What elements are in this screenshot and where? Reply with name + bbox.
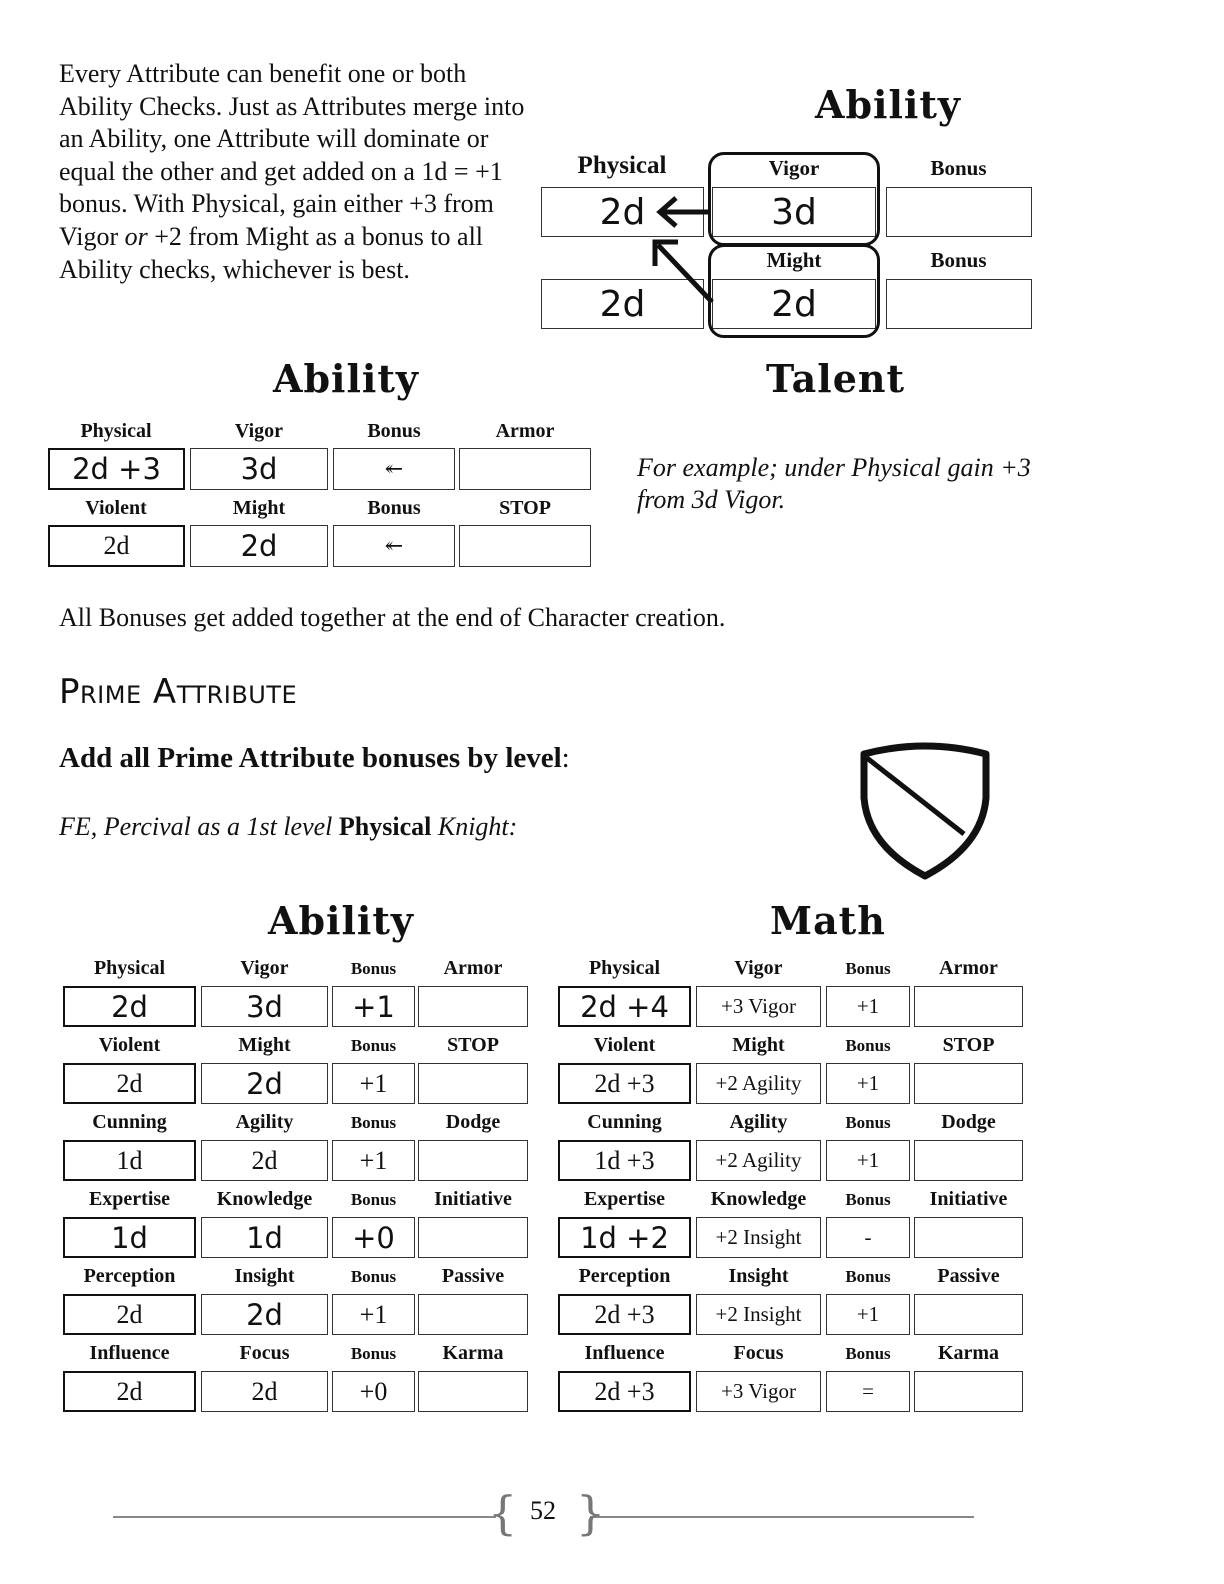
math-value-r5-c2: = <box>826 1371 910 1412</box>
ability-value-r0-c1: 3d <box>201 986 328 1027</box>
math-value-r2-c3 <box>914 1140 1023 1181</box>
ex-header-vigor: Vigor <box>234 420 284 442</box>
ex-bonus-arrow-1: ↞ <box>333 448 455 490</box>
math-value-r1-c3 <box>914 1063 1023 1104</box>
math-value-r3-c2: - <box>826 1217 910 1258</box>
ability-value-r1-c3 <box>418 1063 528 1104</box>
diagram-might-label: Might <box>766 248 822 272</box>
shield-icon <box>858 740 992 880</box>
ability-value-r5-c3 <box>418 1371 528 1412</box>
ex-stop-value <box>459 525 591 567</box>
ability-label-r4-c1: Insight <box>234 1265 295 1287</box>
ex-header-might: Might <box>232 497 286 519</box>
math-value-r4-c0: 2d +3 <box>558 1294 691 1335</box>
math-label-r3-c2: Bonus <box>845 1190 891 1209</box>
diagram-vigor-label: Vigor <box>768 156 820 180</box>
ability-value-r4-c1: 2d <box>201 1294 328 1335</box>
ability-label-r5-c1: Focus <box>239 1342 290 1364</box>
math-label-r4-c1: Insight <box>728 1265 789 1287</box>
ability-label-r5-c0: Influence <box>89 1342 170 1364</box>
math-value-r0-c2: +1 <box>826 986 910 1027</box>
ability-label-r2-c1: Agility <box>235 1111 294 1133</box>
ability-value-r4-c0: 2d <box>63 1294 196 1335</box>
ability-label-r1-c0: Violent <box>98 1034 161 1056</box>
intro-text-2: +2 from Might as a bonus to all Ability checks, whichever is best. <box>59 221 484 284</box>
math-value-r4-c2: +1 <box>826 1294 910 1335</box>
math-value-r0-c1: +3 Vigor <box>696 986 821 1027</box>
ability-label-r1-c3: STOP <box>447 1034 499 1056</box>
diagram-bonus-box-2 <box>886 279 1032 329</box>
math-value-r5-c0: 2d +3 <box>558 1371 691 1412</box>
math-table-title: Math <box>770 898 886 943</box>
example-talent-title: Talent <box>766 356 906 401</box>
example-ability-title: Ability <box>273 356 419 401</box>
ability-label-r4-c3: Passive <box>441 1265 505 1287</box>
math-label-r0-c3: Armor <box>939 957 998 979</box>
ability-label-r2-c3: Dodge <box>445 1111 501 1133</box>
ability-value-r5-c0: 2d <box>63 1371 196 1412</box>
math-label-r5-c0: Influence <box>584 1342 665 1364</box>
diagram-title: Ability <box>815 82 961 127</box>
all-bonuses-text: All Bonuses get added together at the end of Character creation. <box>59 603 726 632</box>
ability-value-r3-c1: 1d <box>201 1217 328 1258</box>
math-value-r3-c0: 1d +2 <box>558 1217 691 1258</box>
ability-value-r1-c2: +1 <box>332 1063 415 1104</box>
ability-label-r1-c1: Might <box>238 1034 291 1056</box>
diagram-bonus-box-1 <box>886 187 1032 237</box>
math-label-r5-c1: Focus <box>733 1342 784 1364</box>
math-value-r1-c0: 2d +3 <box>558 1063 691 1104</box>
math-value-r3-c1: +2 Insight <box>696 1217 821 1258</box>
example-note: For example; under Physical gain +3 from 3d Vigor. <box>637 453 1031 514</box>
math-value-r1-c2: +1 <box>826 1063 910 1104</box>
ex-bonus-arrow-2: ↞ <box>333 525 455 567</box>
fe-post: Knight: <box>431 812 518 841</box>
math-label-r4-c0: Perception <box>578 1265 671 1287</box>
math-value-r5-c1: +3 Vigor <box>696 1371 821 1412</box>
intro-or: or <box>124 221 148 251</box>
ability-label-r0-c2: Bonus <box>350 959 397 978</box>
diagram-vigor-box: 3d <box>712 187 876 237</box>
might-highlight <box>708 244 880 338</box>
footer-right-brace: } <box>576 1486 606 1540</box>
math-value-r0-c3 <box>914 986 1023 1027</box>
ability-label-r4-c0: Perception <box>83 1265 176 1287</box>
ex-header-violent: Violent <box>85 497 147 519</box>
math-label-r5-c2: Bonus <box>845 1344 891 1363</box>
diagram-physical-box: 2d <box>541 187 704 237</box>
ability-value-r1-c0: 2d <box>63 1063 196 1104</box>
ability-label-r3-c1: Knowledge <box>216 1188 313 1210</box>
ability-value-r5-c2: +0 <box>332 1371 415 1412</box>
math-label-r4-c2: Bonus <box>845 1267 891 1286</box>
ability-value-r4-c3 <box>418 1294 528 1335</box>
math-label-r3-c3: Initiative <box>929 1188 1008 1210</box>
math-label-r4-c3: Passive <box>937 1265 1000 1287</box>
ex-header-stop: STOP <box>499 497 551 519</box>
math-label-r3-c1: Knowledge <box>710 1188 807 1210</box>
fe-bold: Physical <box>338 812 432 841</box>
ex-armor-value <box>459 448 591 490</box>
fe-example-line <box>59 812 517 842</box>
footer-line-left <box>113 1516 496 1518</box>
ability-table-title: Ability <box>268 898 414 943</box>
math-value-r2-c0: 1d +3 <box>558 1140 691 1181</box>
ex-header-armor: Armor <box>495 420 555 442</box>
math-label-r3-c0: Expertise <box>583 1188 666 1210</box>
ability-value-r3-c3 <box>418 1217 528 1258</box>
ability-value-r2-c3 <box>418 1140 528 1181</box>
diagram-arrows <box>640 190 730 315</box>
ability-label-r2-c2: Bonus <box>350 1113 397 1132</box>
diagram-bonus-label-1: Bonus <box>930 156 987 180</box>
ability-label-r5-c3: Karma <box>442 1342 504 1364</box>
ability-label-r3-c3: Initiative <box>434 1188 512 1210</box>
vigor-highlight <box>708 152 880 246</box>
add-all-heading <box>59 742 570 775</box>
math-value-r4-c3 <box>914 1294 1023 1335</box>
ability-value-r2-c1: 2d <box>201 1140 328 1181</box>
ability-value-r1-c1: 2d <box>201 1063 328 1104</box>
intro-text-1: Every Attribute can benefit one or both Ability Checks. Just as Attributes merge into an Ability, one Attribute will dominate or equal the other and get added on a 1d = +1 bonus. With Physical, gain either +3 from Vigor <box>59 59 525 251</box>
math-label-r0-c2: Bonus <box>845 959 891 978</box>
ability-label-r1-c2: Bonus <box>350 1036 397 1055</box>
diagram-bonus-label-2: Bonus <box>930 248 987 272</box>
ability-label-r0-c0: Physical <box>93 957 166 979</box>
add-all-colon: : <box>561 742 570 774</box>
ability-label-r4-c2: Bonus <box>350 1267 397 1286</box>
math-label-r1-c1: Might <box>732 1034 785 1056</box>
ability-value-r3-c2: +0 <box>332 1217 415 1258</box>
math-label-r2-c1: Agility <box>729 1111 788 1133</box>
ability-value-r5-c1: 2d <box>201 1371 328 1412</box>
math-value-r3-c3 <box>914 1217 1023 1258</box>
math-label-r1-c3: STOP <box>942 1034 995 1056</box>
math-label-r2-c3: Dodge <box>941 1111 996 1133</box>
ex-header-bonus-1: Bonus <box>367 420 421 442</box>
ex-violent-value: 2d <box>48 525 185 567</box>
ability-label-r5-c2: Bonus <box>350 1344 397 1363</box>
prime-attribute-heading: Prime Attribute <box>59 672 298 712</box>
ability-label-r0-c3: Armor <box>443 957 503 979</box>
might-arrow <box>658 245 712 302</box>
ability-label-r3-c0: Expertise <box>88 1188 171 1210</box>
math-value-r0-c0: 2d +4 <box>558 986 691 1027</box>
ability-value-r2-c0: 1d <box>63 1140 196 1181</box>
math-value-r5-c3 <box>914 1371 1023 1412</box>
ability-label-r2-c0: Cunning <box>92 1111 167 1133</box>
ability-value-r2-c2: +1 <box>332 1140 415 1181</box>
diagram-violent-box: 2d <box>541 279 704 329</box>
ability-value-r3-c0: 1d <box>63 1217 196 1258</box>
ability-value-r0-c3 <box>418 986 528 1027</box>
math-label-r2-c2: Bonus <box>845 1113 891 1132</box>
add-all-bold: Add all Prime Attribute bonuses by level <box>59 742 562 774</box>
ex-might-value: 2d <box>190 525 328 567</box>
math-label-r0-c1: Vigor <box>734 957 783 979</box>
ex-header-physical: Physical <box>80 420 152 442</box>
math-value-r1-c1: +2 Agility <box>696 1063 821 1104</box>
math-label-r1-c2: Bonus <box>845 1036 891 1055</box>
math-label-r1-c0: Violent <box>593 1034 656 1056</box>
math-value-r4-c1: +2 Insight <box>696 1294 821 1335</box>
ability-value-r4-c2: +1 <box>332 1294 415 1335</box>
ability-value-r0-c2: +1 <box>332 986 415 1027</box>
math-value-r2-c2: +1 <box>826 1140 910 1181</box>
ex-physical-value: 2d +3 <box>48 448 185 490</box>
diagram-physical-label: Physical <box>577 152 667 179</box>
ability-label-r0-c1: Vigor <box>240 957 289 979</box>
page-number: 52 <box>530 1496 556 1525</box>
footer-left-brace: { <box>488 1486 518 1540</box>
math-label-r0-c0: Physical <box>588 957 661 979</box>
ability-label-r3-c2: Bonus <box>350 1190 397 1209</box>
math-label-r5-c3: Karma <box>937 1342 1000 1364</box>
intro-paragraph <box>59 58 529 286</box>
footer-line-right <box>590 1516 974 1518</box>
ability-value-r0-c0: 2d <box>63 986 196 1027</box>
ex-header-bonus-2: Bonus <box>367 497 421 519</box>
math-value-r2-c1: +2 Agility <box>696 1140 821 1181</box>
diagram-might-box: 2d <box>712 279 876 329</box>
math-label-r2-c0: Cunning <box>587 1111 662 1133</box>
fe-pre: FE, Percival as a 1st level <box>59 812 339 841</box>
ex-vigor-value: 3d <box>190 448 328 490</box>
